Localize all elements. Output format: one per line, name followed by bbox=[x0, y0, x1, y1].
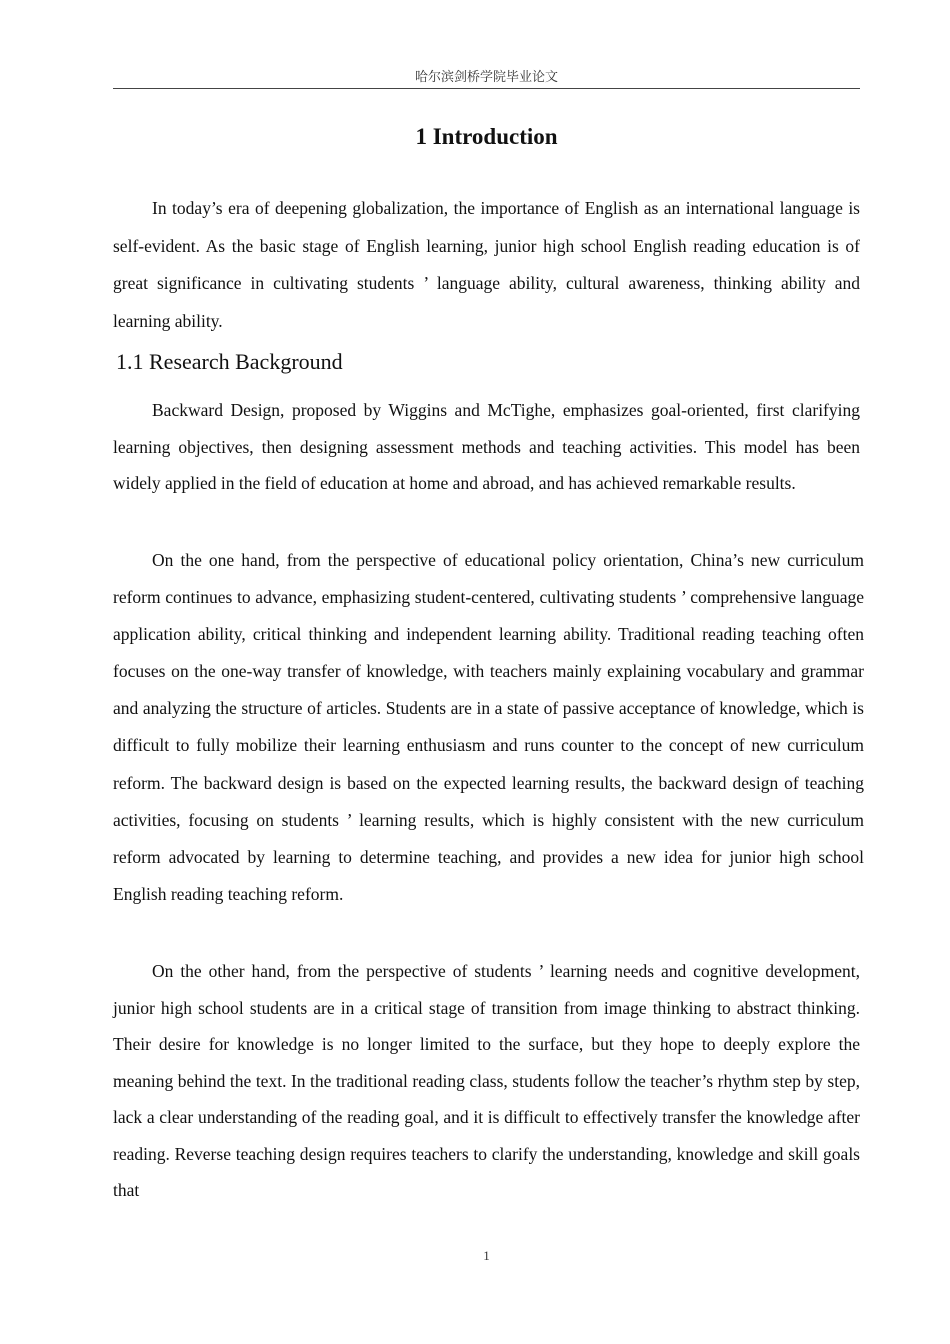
background-paragraph-2: On the one hand, from the perspective of educational policy orientation, China’s new curriculum reform continues to advance, emphasizing student-centered, cultivating students ’ comprehensive language application ability, critical thinking and independent learning ability. Traditional reading teaching often focuses on the one-way transfer of knowledge, with teachers mainly explaining vocabulary and grammar and analyzing the structure of articles. Students are in a state of passive acceptance of knowledge, which is difficult to fully mobilize their learning enthusiasm and runs counter to the concept of new curriculum reform. The backward design is based on the expected learning results, the backward design of teaching activities, focusing on students ’ learning results, which is highly consistent with the new curriculum reform advocated by learning to determine teaching, and provides a new idea for junior high school English reading teaching reform. bbox=[113, 550, 864, 904]
section-title: 1.1 Research Background bbox=[116, 349, 343, 374]
header-rule bbox=[113, 88, 860, 89]
chapter-title: 1 Introduction bbox=[415, 124, 558, 149]
page-number: 1 bbox=[483, 1248, 490, 1263]
background-paragraph-1: Backward Design, proposed by Wiggins and McTighe, emphasizes goal-oriented, first clarifying learning objectives, then designing assessment methods and teaching activities. This model has been widely applied in the field of education at home and abroad, and has achieved remarkable results. bbox=[113, 400, 860, 493]
intro-paragraph: In today’s era of deepening globalization, the importance of English as an international language is self-evident. As the basic stage of English learning, junior high school English reading education is of great significance in cultivating students ’ language ability, cultural awareness, thinking ability and learning ability. bbox=[113, 198, 860, 331]
running-header: 哈尔滨剑桥学院毕业论文 bbox=[414, 69, 558, 84]
background-paragraph-3: On the other hand, from the perspective of students ’ learning needs and cognitive development, junior high school students are in a critical stage of transition from image thinking to abstract thinking. Their desire for knowledge is no longer limited to the surface, but they hope to deeply explore the meaning behind the text. In the traditional reading class, students follow the teacher’s rhythm step by step, lack a clear understanding of the reading goal, and it is difficult to effectively transfer the knowledge after reading. Reverse teaching design requires teachers to clarify the understanding, knowledge and skill goals that bbox=[113, 961, 860, 1200]
